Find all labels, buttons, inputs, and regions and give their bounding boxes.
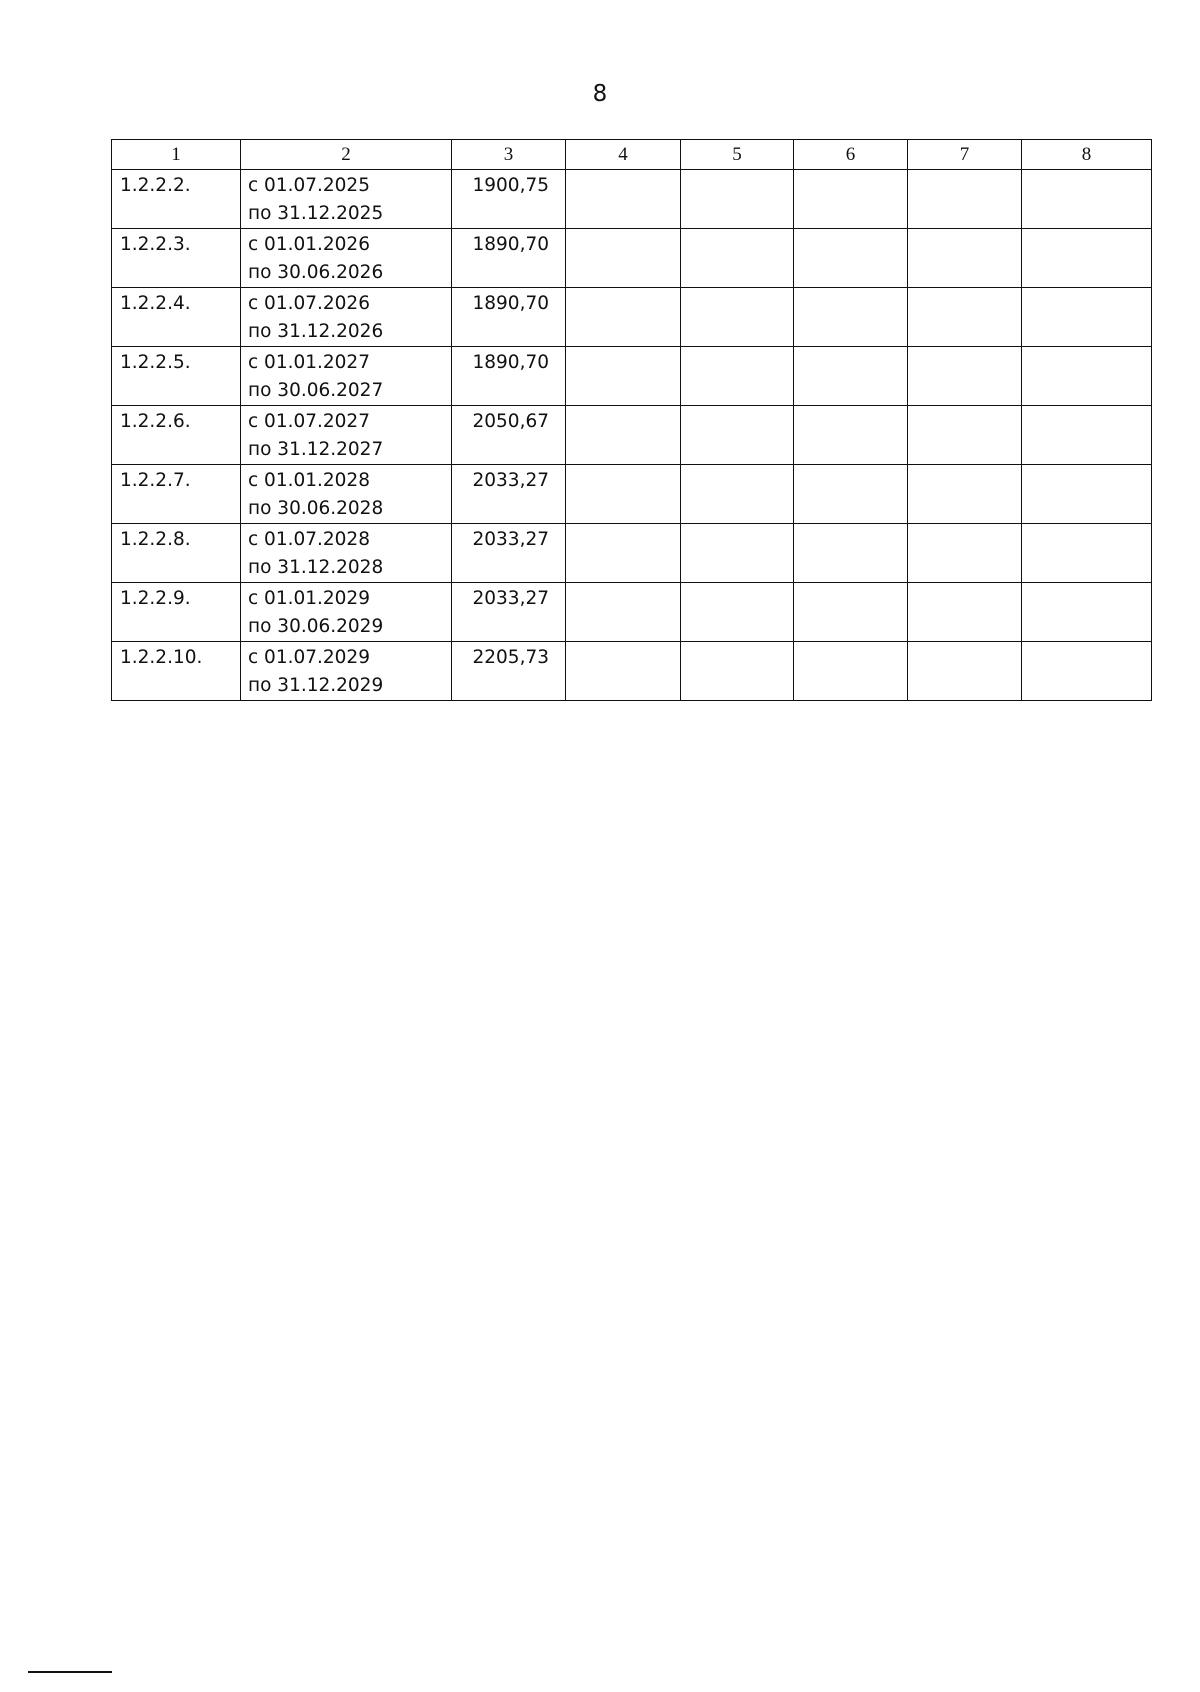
empty-cell: [681, 347, 794, 406]
empty-cell: [908, 170, 1022, 229]
column-header: 4: [566, 140, 681, 170]
value-cell: 2205,73: [452, 642, 566, 701]
row-number-cell: 1.2.2.5.: [112, 347, 241, 406]
period-cell: [241, 229, 452, 288]
value-cell: 2033,27: [452, 524, 566, 583]
table-body: [112, 170, 1152, 701]
empty-cell: [566, 229, 681, 288]
empty-cell: [566, 642, 681, 701]
empty-cell: [908, 229, 1022, 288]
period-text: с 01.01.2026 по 30.06.2026: [248, 234, 384, 283]
table-row: [112, 347, 1152, 406]
row-number-cell: 1.2.2.9.: [112, 583, 241, 642]
empty-cell: [908, 642, 1022, 701]
table-row: [112, 524, 1152, 583]
empty-cell: [794, 406, 908, 465]
column-header: 8: [1022, 140, 1152, 170]
empty-cell: [566, 170, 681, 229]
period-text: с 01.01.2029 по 30.06.2029: [248, 588, 384, 637]
empty-cell: [908, 288, 1022, 347]
value-cell: 1890,70: [452, 347, 566, 406]
empty-cell: [908, 347, 1022, 406]
period-cell: [241, 347, 452, 406]
row-number-cell: 1.2.2.10.: [112, 642, 241, 701]
footer-rule: [28, 1671, 112, 1673]
empty-cell: [681, 406, 794, 465]
empty-cell: [681, 524, 794, 583]
empty-cell: [566, 583, 681, 642]
page-number: 8: [592, 81, 608, 107]
empty-cell: [794, 524, 908, 583]
table-row: [112, 642, 1152, 701]
period-text: с 01.07.2025 по 31.12.2025: [248, 175, 384, 224]
empty-cell: [681, 229, 794, 288]
empty-cell: [566, 465, 681, 524]
empty-cell: [1022, 288, 1152, 347]
empty-cell: [908, 524, 1022, 583]
empty-cell: [1022, 170, 1152, 229]
empty-cell: [1022, 465, 1152, 524]
table-row: [112, 583, 1152, 642]
empty-cell: [794, 347, 908, 406]
table-row: [112, 229, 1152, 288]
row-number-cell: 1.2.2.6.: [112, 406, 241, 465]
table-header-row: [112, 140, 1152, 170]
period-cell: [241, 170, 452, 229]
value-cell: 2033,27: [452, 465, 566, 524]
period-text: с 01.07.2027 по 31.12.2027: [248, 411, 384, 460]
period-cell: [241, 524, 452, 583]
table-row: [112, 170, 1152, 229]
row-number-cell: 1.2.2.7.: [112, 465, 241, 524]
empty-cell: [908, 583, 1022, 642]
period-cell: [241, 465, 452, 524]
column-header: 2: [241, 140, 452, 170]
value-cell: 1890,70: [452, 229, 566, 288]
empty-cell: [566, 524, 681, 583]
empty-cell: [1022, 583, 1152, 642]
empty-cell: [794, 288, 908, 347]
empty-cell: [681, 170, 794, 229]
row-number-cell: 1.2.2.3.: [112, 229, 241, 288]
value-cell: 2033,27: [452, 583, 566, 642]
empty-cell: [1022, 642, 1152, 701]
table-row: [112, 288, 1152, 347]
empty-cell: [566, 347, 681, 406]
empty-cell: [681, 288, 794, 347]
value-cell: 1890,70: [452, 288, 566, 347]
empty-cell: [681, 583, 794, 642]
column-header: 3: [452, 140, 566, 170]
period-cell: [241, 288, 452, 347]
period-cell: [241, 583, 452, 642]
empty-cell: [1022, 524, 1152, 583]
column-header: 1: [112, 140, 241, 170]
empty-cell: [794, 170, 908, 229]
value-cell: 2050,67: [452, 406, 566, 465]
empty-cell: [908, 465, 1022, 524]
empty-cell: [1022, 347, 1152, 406]
value-cell: 1900,75: [452, 170, 566, 229]
empty-cell: [566, 288, 681, 347]
empty-cell: [1022, 229, 1152, 288]
empty-cell: [794, 465, 908, 524]
empty-cell: [908, 406, 1022, 465]
period-text: с 01.07.2026 по 31.12.2026: [248, 293, 384, 342]
empty-cell: [681, 465, 794, 524]
empty-cell: [681, 642, 794, 701]
period-text: с 01.07.2029 по 31.12.2029: [248, 647, 384, 696]
row-number-cell: 1.2.2.8.: [112, 524, 241, 583]
column-header: 6: [794, 140, 908, 170]
empty-cell: [566, 406, 681, 465]
period-text: с 01.01.2028 по 30.06.2028: [248, 470, 384, 519]
row-number-cell: 1.2.2.2.: [112, 170, 241, 229]
period-cell: [241, 642, 452, 701]
row-number-cell: 1.2.2.4.: [112, 288, 241, 347]
empty-cell: [794, 642, 908, 701]
period-cell: [241, 406, 452, 465]
tariff-table: [111, 139, 1152, 701]
period-text: с 01.07.2028 по 31.12.2028: [248, 529, 384, 578]
column-header: 5: [681, 140, 794, 170]
column-header: 7: [908, 140, 1022, 170]
empty-cell: [1022, 406, 1152, 465]
empty-cell: [794, 229, 908, 288]
table-row: [112, 465, 1152, 524]
empty-cell: [794, 583, 908, 642]
period-text: с 01.01.2027 по 30.06.2027: [248, 352, 384, 401]
table-row: [112, 406, 1152, 465]
